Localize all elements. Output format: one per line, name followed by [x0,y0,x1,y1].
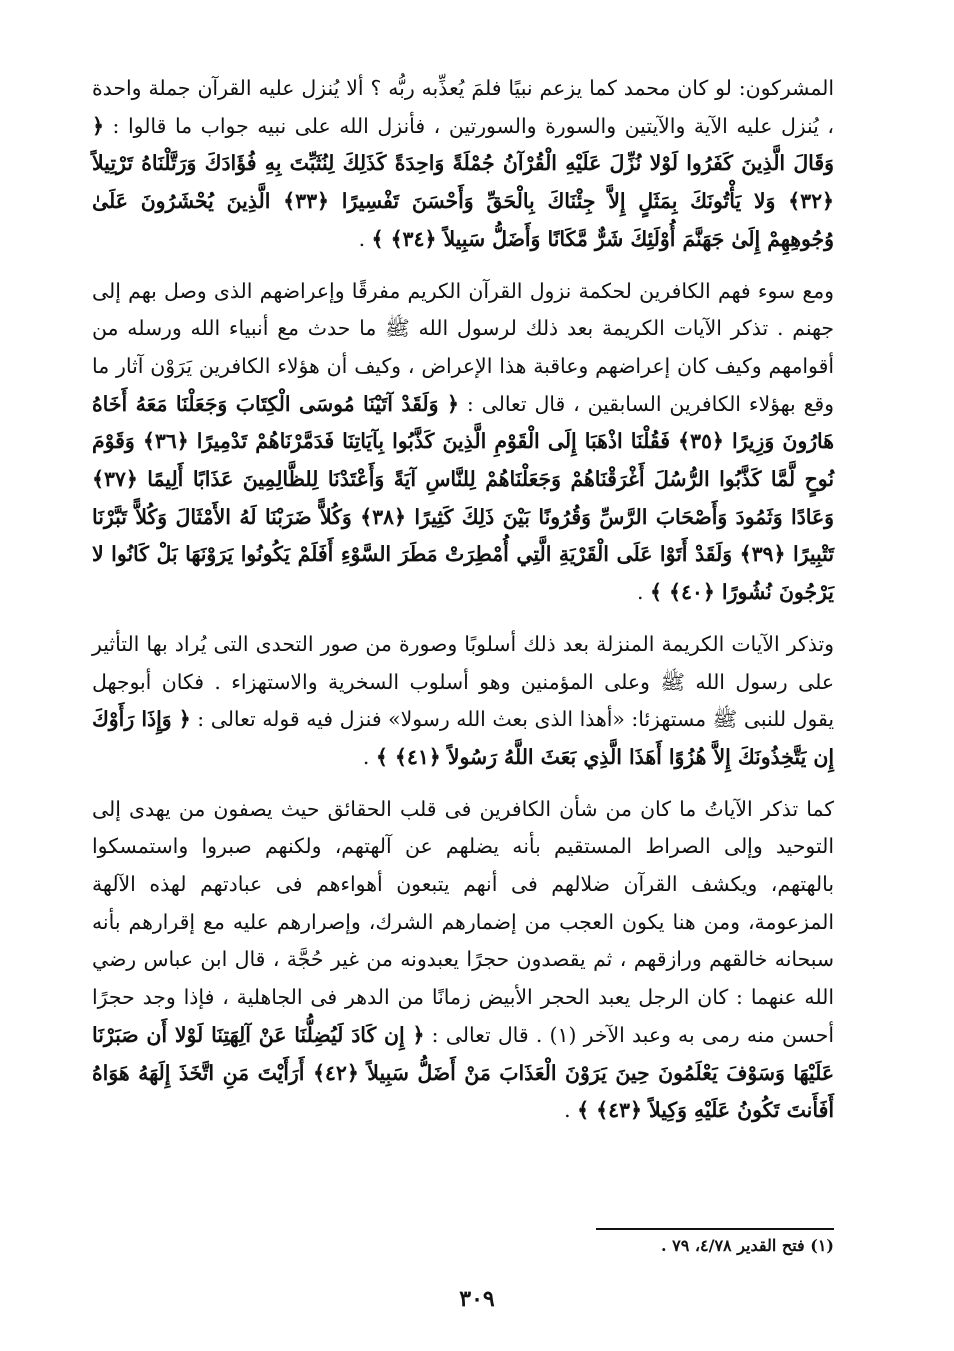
paragraph-2-text: ومع سوء فهم الكافرين لحكمة نزول القرآن الكريم مفرقًا وإعراضهم الذى وصل بهم إلى جهنم . تذكر الآيات الكريمة بعد ذلك لرسول الله ﷺ ما حدث مع أنبياء الله ورسله من أقوامهم وكيف كان إعراضهم وعاقبة هذا الإعراض ، وكيف أن هؤلاء الكافرين يَرَوْن آثار ما وقع بهؤلاء الكافرين السابقين ، قال تعالى : [92,278,835,416]
paragraph-4-end: . [564,1098,571,1123]
paragraph-2-end: . [637,580,644,605]
paragraph-3-end: . [362,744,370,769]
paragraph-2-verse: ﴿ وَلَقَدْ آتَيْنَا مُوسَى الْكِتَابَ وَجَعَلْنَا مَعَهُ أَخَاهُ هَارُونَ وَزِيرًا ﴿٣٥﴾ فَقُلْنَا اذْهَبَا إِلَى الْقَوْمِ الَّذِينَ كَذَّبُوا بِآيَاتِنَا فَدَمَّرْنَاهُمْ تَدْمِيرًا ﴿٣٦﴾ وَقَوْمَ نُوحٍ لَّمَّا كَذَّبُوا الرُّسُلَ أَغْرَقْنَاهُمْ وَجَعَلْنَاهُمْ لِلنَّاسِ آيَةً وَأَعْتَدْنَا لِلظَّالِمِينَ عَذَابًا أَلِيمًا ﴿٣٧﴾ وَعَادًا وَثَمُودَ وَأَصْحَابَ الرَّسِّ وَقُرُونًا بَيْنَ ذَلِكَ كَثِيرًا ﴿٣٨﴾ وَكُلاًّ ضَرَبْنَا لَهُ الأَمْثَالَ وَكُلاًّ تَبَّرْنَا تَتْبِيرًا ﴿٣٩﴾ وَلَقَدْ أَتَوْا عَلَى الْقَرْيَةِ الَّتِي أُمْطِرَتْ مَطَرَ السَّوْءِ أَفَلَمْ يَكُونُوا يَرَوْنَهَا بَلْ كَانُوا لا يَرْجُونَ نُشُورًا ﴿٤٠﴾ ﴾ [92,391,834,605]
paragraph-3-text: وتذكر الآيات الكريمة المنزلة بعد ذلك أسلوبًا وصورة من صور التحدى التى يُراد بها التأثير على رسول الله ﷺ وعلى المؤمنين وهو أسلوب السخرية والاستهزاء . فكان أبوجهل يقول للنبى ﷺ مستهزئا: «أهذا الذى بعث الله رسولا» فنزل فيه قوله تعالى : [92,631,834,732]
footnote: (١) فتح القدير ٤/٧٨، ٧٩ . [660,1236,834,1255]
paragraph-1 [92,70,834,259]
paragraph-4-verse: ﴿ إِن كَادَ لَيُضِلُّنَا عَنْ آلِهَتِنَا لَوْلا أَن صَبَرْنَا عَلَيْهَا وَسَوْفَ يَعْلَمُونَ حِينَ يَرَوْنَ الْعَذَابَ مَنْ أَضَلُّ سَبِيلاً ﴿٤٢﴾ أَرَأَيْتَ مَنِ اتَّخَذَ إِلَهَهُ هَوَاهُ أَفَأَنتَ تَكُونُ عَلَيْهِ وَكِيلاً ﴿٤٣﴾ ﴾ [92,1022,834,1123]
paragraph-4-text: كما تذكر الآياتُ ما كان من شأن الكافرين فى قلب الحقائق حيث يصفون من يهدى إلى التوحيد وإلى الصراط المستقيم بأنه يضلهم عن آلهتهم، ولكنهم صبروا واستمسكوا بالهتهم، ويكشف القرآن ضلالهم فى أنهم يتبعون أهواءهم فى عبادتهم لهذه الآلهة المزعومة، ومن هنا يكون العجب من إضمارهم الشرك، وإصرارهم عليه مع إقرارهم بأنه سبحانه خالقهم ورازقهم ، ثم يقصدون حجرًا يعبدونه من غير حُجَّة ، قال ابن عباس رضي الله عنهما : كان الرجل يعبد الحجر الأبيض زمانًا من الدهر فى الجاهلية ، فإذا وجد حجرًا أحسن منه رمى به وعبد الآخر (١) . قال تعالى : [92,796,835,1047]
paragraph-1-end: . [358,226,366,251]
paragraph-2 [92,273,834,612]
paragraph-3-verse: ﴿ وَإِذَا رَأَوْكَ إِن يَتَّخِذُونَكَ إِلاَّ هُزُوًا أَهَذَا الَّذِي بَعَثَ اللَّهُ رَسُولاً ﴿٤١﴾ ﴾ [92,707,834,769]
footnote-divider [596,1228,834,1230]
paragraph-4 [92,791,834,1130]
paragraph-3 [92,626,834,777]
paragraph-1-verse: ﴿ وَقَالَ الَّذِينَ كَفَرُوا لَوْلا نُزِّلَ عَلَيْهِ الْقُرْآنُ جُمْلَةً وَاحِدَةً كَذَلِكَ لِنُثَبِّتَ بِهِ فُؤَادَكَ وَرَتَّلْنَاهُ تَرْتِيلاً ﴿٣٢﴾ وَلا يَأْتُونَكَ بِمَثَلٍ إِلاَّ جِئْنَاكَ بِالْحَقِّ وَأَحْسَنَ تَفْسِيرًا ﴿٣٣﴾ الَّذِينَ يُحْشَرُونَ عَلَىٰ وُجُوهِهِمْ إِلَىٰ جَهَنَّمَ أُوْلَئِكَ شَرٌّ مَّكَانًا وَأَضَلُّ سَبِيلاً ﴿٣٤﴾ ﴾ [92,113,834,251]
page-body [92,70,834,1144]
paragraph-1-text: المشركون: لو كان محمد كما يزعم نبيًا فلمَ يُعذِّبه ربُّه ؟ ألا يُنزل عليه القرآن جملة واحدة ، يُنزل عليه الآية والآيتين والسورة والسورتين ، فأنزل الله على نبيه جواب ما قالوا : [92,76,835,138]
page-number: ٣٠٩ [459,1286,495,1312]
